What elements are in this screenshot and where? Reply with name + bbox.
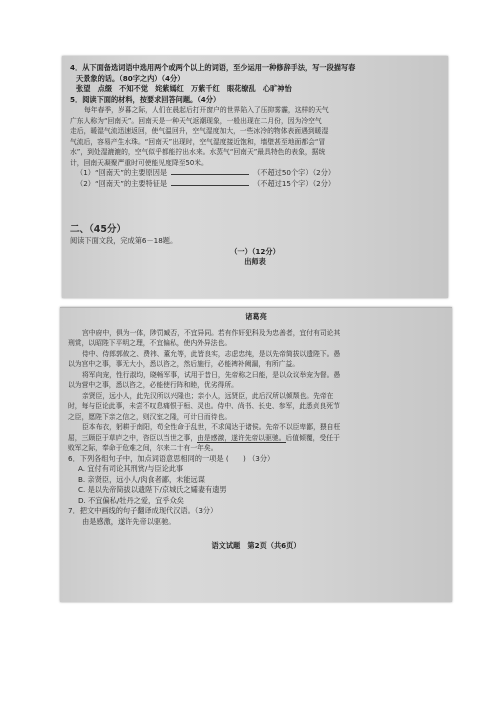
option-b: B. 亲贤臣，远小人/肉食者鄙，未能远谋 <box>78 474 205 484</box>
text-line: 侍中、侍郎郭攸之、费祎、董允等，此皆良实，志虑忠纯，是以先帝简拔以遗陛下。愚 <box>82 349 341 358</box>
question-4-stem: 4．从下面备选词语中选用两个或两个以上的词语，至少运用一种修辞手法，写一段描写春 <box>70 63 356 72</box>
question-6-score: （3分） <box>248 453 275 463</box>
question-5-part-2-limit: （不超过15个字）（2分） <box>253 178 336 188</box>
text-line: 臣本布衣，躬耕于南阳，苟全性命于乱世，不求闻达于诸侯。先帝不以臣卑鄙，猥自枉 <box>82 423 341 431</box>
underlined-sentence: 由是感激，遂许先帝以驱驰。 <box>197 433 286 442</box>
option-a: A. 宜付有司论其刑赏/与臣论此事 <box>78 464 184 473</box>
passage-line: 气流后，容易产生水珠。“回南天”出现时，空气湿度接近饱和，墙壁甚至地面都会“冒 <box>70 137 326 146</box>
question-4-stem-continued: 天景象的话。（80字之内）（4分） <box>76 73 185 83</box>
material-passage <box>70 105 440 168</box>
option-c: C. 是以先帝简拔以遗陛下/京城氏之孀妻有遗男 <box>78 485 227 494</box>
question-5-part-2 <box>70 179 440 190</box>
answer-blank[interactable] <box>171 179 249 186</box>
text-line: 刑赏，以昭陛下平明之理，不宜偏私，使内外异法也。 <box>68 339 232 347</box>
question-4-word-bank: 张望 点缀 不知不觉 姹紫嫣红 万紫千红 眼花缭乱 心旷神怡 <box>76 84 292 93</box>
passage-line: 计，回南天凝聚严重时可使能见度降至50米。 <box>70 158 208 167</box>
question-6-stem <box>68 454 444 465</box>
option-d: D. 不宜偏私/牡丹之爱，宜乎众矣 <box>78 495 184 505</box>
text-line: 以为营中之事，悉以咨之，必能使行阵和睦，优劣得所。 <box>68 381 238 389</box>
text-line <box>68 433 444 444</box>
question-6-text: 6．下列各组句子中，加点词语意思相同的一项是 <box>68 453 224 463</box>
answer-paren[interactable]: ( ) <box>225 453 246 463</box>
subsection-heading: （一）（12分） <box>230 246 280 256</box>
essay-title: 出师表 <box>244 257 266 266</box>
question-5-stem: 5．阅读下面的材料，按要求回答问题。（4分） <box>70 94 221 104</box>
essay-author: 诸葛亮 <box>245 312 267 321</box>
text-line: 亲贤臣，远小人，此先汉所以兴隆也；亲小人，远贤臣，此后汉所以倾颓也。先帝在 <box>82 391 334 400</box>
passage-line: 走后，暖湿气流迅速返回，使气温回升，空气湿度加大，一些冰冷的物体表面遇到暖湿 <box>70 127 329 135</box>
text-line: 以为宫中之事，事无大小，悉以咨之，然后施行，必能裨补阙漏，有所广益。 <box>68 360 300 368</box>
question-5-part-2-label: （2）“回南天”的主要特征是 <box>76 178 168 188</box>
text-line: 之臣，愿陛下亲之信之，则汉室之隆，可计日而待也。 <box>68 412 232 421</box>
page-fold-edge <box>60 307 452 308</box>
text-line: 宫中府中，俱为一体，陟罚臧否，不宜异同。若有作奸犯科及为忠善者，宜付有司论其 <box>82 328 341 337</box>
question-7-stem: 7．把文中画线的句子翻译成现代汉语。（3分） <box>68 506 218 515</box>
text-segment: 后值倾覆，受任于 <box>285 433 340 442</box>
text-line: 将军向宠，性行淑均，晓畅军事，试用于昔日，先帝称之曰能，是以众议举宠为督。愚 <box>82 370 341 379</box>
question-5-part-1-limit: （不超过50个字）（2分） <box>253 168 336 177</box>
passage-line: 广东人称为“回南天”。回南天是一种天气返潮现象，一般出现在二月份，因为冷空气 <box>70 116 322 125</box>
exam-page-top-fragment <box>62 56 448 298</box>
question-5-part-1-label: （1）“回南天”的主要原因是 <box>76 168 168 177</box>
text-line: 时，每与臣论此事，未尝不叹息痛恨于桓、灵也。侍中、尚书、长史、参军，此悉贞良死节 <box>68 402 340 410</box>
answer-blank[interactable] <box>171 168 249 175</box>
question-5-part-1 <box>70 168 440 179</box>
passage-line: 每年春季，岁暮之际，人们在晨起后打开窗户的世界陷入了压抑雾霾，这样的天气 <box>84 106 329 114</box>
part-2-instruction: 阅读下面文段，完成第6－18题。 <box>70 236 178 245</box>
question-7-sentence: 由是感激，遂许先帝以驱驰。 <box>82 516 176 526</box>
part-2-heading: 二、（45分） <box>70 224 126 235</box>
text-segment: 屈，三顾臣于草庐之中，咨臣以当世之事， <box>68 433 198 442</box>
passage-line: 水”，到处湿漉漉的，空气似乎都能拧出水来。水蒸气“回南天”最具特色的表象，据统 <box>70 148 326 156</box>
exam-page-bottom-fragment <box>60 307 452 602</box>
classical-text <box>68 328 444 454</box>
page-footer: 语文试题 第2页（共6页） <box>211 541 301 550</box>
text-line: 败军之际，奉命于危难之间，尔来二十有一年矣。 <box>68 444 218 452</box>
